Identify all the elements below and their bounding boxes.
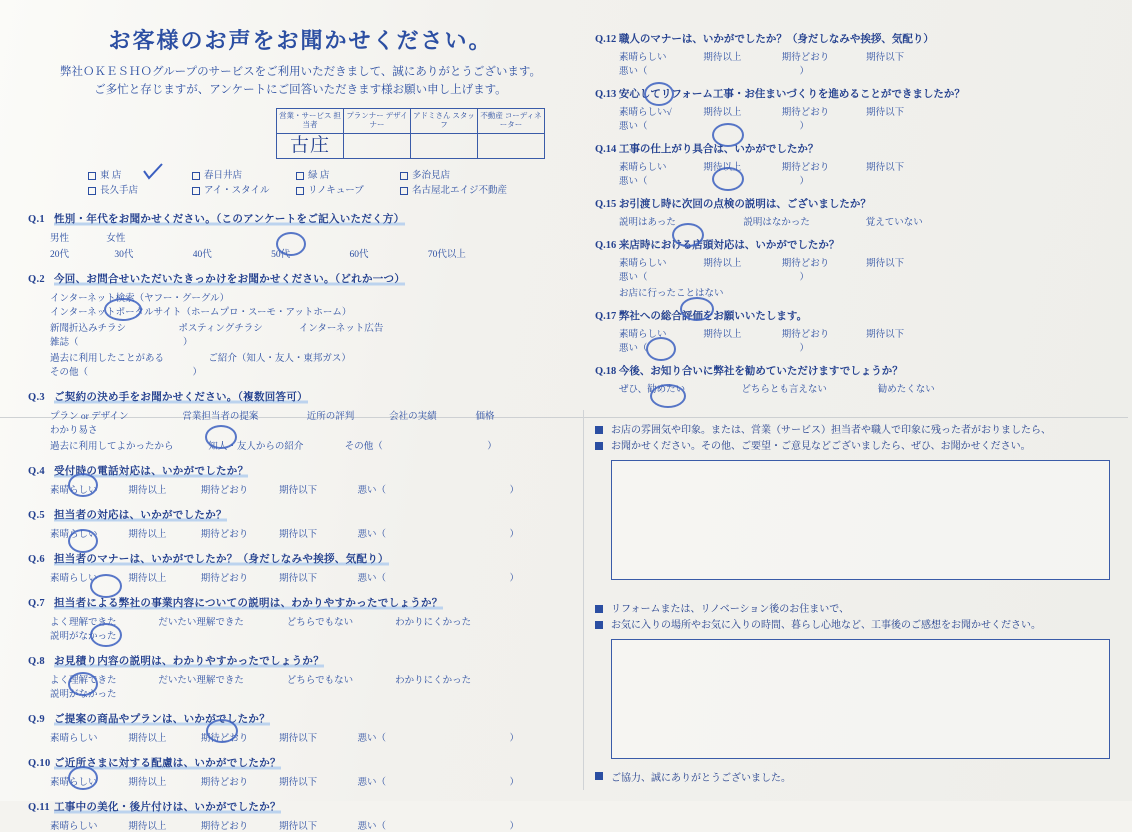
q13-opt-2[interactable]: 期待どおり: [781, 108, 830, 118]
q3-opt-3[interactable]: 会社の実績: [389, 411, 437, 422]
store-checkbox-0[interactable]: 東 店: [88, 169, 192, 185]
q6-opt-1[interactable]: 期待以上: [128, 573, 167, 584]
q15-text: お引渡し時に次回の点検の説明は、ございましたか？: [618, 199, 871, 210]
q4-opt-2[interactable]: 期待どおり: [200, 485, 249, 496]
staff-table: [276, 108, 545, 159]
right-column: [595, 22, 1110, 784]
q7-opt-0[interactable]: よく理解できた: [50, 617, 117, 628]
q7-number: Q.7: [28, 597, 45, 609]
q17-opt-3[interactable]: 期待以下: [866, 330, 905, 340]
q18-opt-2[interactable]: 勧めたくない: [877, 385, 935, 395]
q14-opt-2[interactable]: 期待どおり: [781, 163, 830, 173]
q1-opt-0[interactable]: 男性: [50, 233, 70, 244]
q10-opt-1[interactable]: 期待以上: [128, 777, 167, 788]
q2-opt-4[interactable]: インターネット広告: [298, 323, 384, 334]
q16-text: 来店時における店頭対応は、いかがでしたか？: [618, 240, 840, 251]
q18-opt-0[interactable]: ぜひ、勧めたい: [619, 385, 686, 395]
q3-number: Q.3: [28, 391, 45, 403]
q10-opt-3[interactable]: 期待以下: [279, 777, 318, 788]
q5-number: Q.5: [28, 509, 45, 521]
q6-text: 担当者のマナーは、いかがでしたか？（身だしなみや挨拶、気配り）: [54, 553, 389, 565]
q15-opt-1[interactable]: 説明はなかった: [743, 218, 810, 228]
q3-opt-0[interactable]: プラン or デザイン: [50, 411, 129, 422]
q11-opt-3[interactable]: 期待以下: [279, 821, 318, 832]
lead-text-1: 弊社ＯＫＥＳＨＯグループのサービスをご利用いただきまして、誠にありがとうございます。: [60, 66, 541, 78]
q12-opt-0[interactable]: 素晴らしい: [619, 53, 667, 63]
q1-age-4[interactable]: 60代: [349, 249, 369, 260]
q14-text: 工事の仕上がり具合は、いかがでしたか？: [618, 144, 819, 155]
lead-text-2: ご多忙と存じますが、アンケートにご回答いただきます様お願い申し上げます。: [94, 84, 507, 97]
store-checkbox-1[interactable]: 春日井店: [192, 169, 296, 185]
q6-opt-2[interactable]: 期待どおり: [200, 573, 249, 584]
comment-textarea-1[interactable]: [611, 460, 1110, 580]
q6-opt-3[interactable]: 期待以下: [279, 573, 318, 584]
q18-opt-1[interactable]: どちらとも言えない: [741, 385, 827, 395]
q13-text: 安心してリフォーム工事・お住まいづくりを進めることができましたか？: [618, 89, 965, 100]
q11-number: Q.11: [28, 801, 50, 813]
q9-opt-1[interactable]: 期待以上: [128, 733, 167, 744]
q2-opt-3[interactable]: ポスティングチラシ: [178, 323, 263, 334]
q4-number: Q.4: [28, 465, 45, 477]
q1-age-1[interactable]: 30代: [114, 249, 134, 260]
q2-opt-6[interactable]: 過去に利用したことがある: [50, 353, 165, 364]
q13-opt-0[interactable]: 素晴らしい√: [619, 108, 672, 118]
question-q12: [595, 31, 1110, 77]
staff-value-2[interactable]: [411, 133, 478, 158]
question-q4: [28, 461, 573, 496]
q2-opt-7[interactable]: ご紹介（知人・友人・東邦ガス）: [208, 353, 351, 364]
q1-number: Q.1: [28, 213, 45, 225]
comment-block-1: [595, 423, 1110, 580]
q5-opt-2[interactable]: 期待どおり: [200, 529, 249, 540]
q8-opt-4[interactable]: 説明がなかった: [50, 689, 117, 700]
question-q11: [28, 797, 573, 832]
staff-header-2: アドミさん スタッフ: [411, 108, 478, 133]
question-q16: [595, 237, 1110, 299]
q6-number: Q.6: [28, 553, 45, 565]
q1-opt-1[interactable]: 女性: [106, 233, 126, 244]
comment-label-1a: お店の雰囲気や印象。または、営業（サービス）担当者や職人で印象に残った者がおりましたら、: [595, 423, 1110, 439]
question-q3: [28, 387, 573, 452]
q8-text: お見積り内容の説明は、わかりやすかったでしょうか？: [54, 655, 324, 667]
q4-opt-4[interactable]: 悪い（ ）: [357, 485, 520, 496]
store-checkbox-7[interactable]: 名古屋北エイジ不動産: [400, 184, 562, 200]
store-checkbox-3[interactable]: 多治見店: [400, 169, 562, 185]
q3-opt-7[interactable]: 知人・友人からの紹介: [208, 441, 304, 452]
question-q1: [28, 209, 573, 260]
comment-block-2: [595, 602, 1110, 759]
q12-opt-1[interactable]: 期待以上: [703, 53, 742, 63]
q9-opt-2[interactable]: 期待どおり: [200, 733, 249, 744]
q10-text: ご近所さまに対する配慮は、いかがでしたか？: [54, 757, 281, 769]
q14-opt-3[interactable]: 期待以下: [866, 163, 905, 173]
q9-opt-4[interactable]: 悪い（ ）: [357, 733, 520, 744]
q7-opt-3[interactable]: わかりにくかった: [395, 617, 472, 628]
q2-opt-2[interactable]: 新聞折込みチラシ: [50, 323, 127, 334]
question-q18: [595, 363, 1110, 395]
question-q14: [595, 141, 1110, 187]
q6-opt-4[interactable]: 悪い（ ）: [357, 573, 520, 584]
q7-opt-2[interactable]: どちらでもない: [286, 617, 354, 628]
q13-opt-4[interactable]: 悪い（ ）: [619, 122, 810, 132]
question-q5: [28, 505, 573, 540]
q11-opt-1[interactable]: 期待以上: [128, 821, 167, 832]
q12-opt-3[interactable]: 期待以下: [866, 53, 905, 63]
q10-number: Q.10: [28, 757, 51, 769]
q3-opt-4[interactable]: 価格: [475, 411, 495, 422]
q11-opt-0[interactable]: 素晴らしい: [50, 821, 98, 832]
question-q8: [28, 651, 573, 700]
q10-opt-2[interactable]: 期待どおり: [200, 777, 249, 788]
staff-value-1[interactable]: [344, 133, 411, 158]
question-q9: [28, 709, 573, 744]
comment-textarea-2[interactable]: [611, 639, 1110, 759]
q11-opt-2[interactable]: 期待どおり: [200, 821, 249, 832]
q2-opt-1[interactable]: インターネットポータルサイト（ホームプロ・スーモ・アットホーム）: [50, 307, 352, 318]
q18-text: 今後、お知り合いに弊社を勧めていただけますでしょうか？: [618, 366, 903, 377]
q17-opt-1[interactable]: 期待以上: [703, 330, 742, 340]
q14-opt-0[interactable]: 素晴らしい: [619, 163, 667, 173]
q14-number: Q.14: [595, 144, 617, 155]
q16-opt-3[interactable]: 期待以下: [866, 259, 905, 269]
q16-opt-4[interactable]: 悪い（ ）: [619, 273, 810, 283]
staff-value-3[interactable]: [478, 133, 545, 158]
q3-opt-1[interactable]: 営業担当者の提案: [182, 411, 259, 422]
question-q6: [28, 549, 573, 584]
q2-text: 今回、お問合せいただいたきっかけをお聞かせください。（どれか一つ）: [54, 273, 406, 285]
q2-opt-5[interactable]: 雑誌（ ）: [50, 337, 193, 348]
staff-value-0[interactable]: 古庄: [277, 133, 344, 158]
q12-opt-4[interactable]: 悪い（ ）: [619, 67, 810, 77]
q8-opt-3[interactable]: わかりにくかった: [395, 675, 472, 686]
comment-label-2a: リフォームまたは、リノベーション後のお住まいで、: [595, 602, 1110, 618]
q1-age-3[interactable]: 50代: [271, 249, 291, 260]
q14-opt-1[interactable]: 期待以上: [703, 163, 742, 173]
q1-age-5[interactable]: 70代以上: [427, 249, 466, 260]
q4-opt-1[interactable]: 期待以上: [128, 485, 167, 496]
q17-number: Q.17: [595, 311, 617, 322]
q14-opt-4[interactable]: 悪い（ ）: [619, 177, 810, 187]
staff-header-0: 営業・サービス 担当者: [277, 108, 344, 133]
q18-number: Q.18: [595, 366, 617, 377]
question-q10: [28, 753, 573, 788]
q1-text: 性別・年代をお聞かせください。（このアンケートをご記入いただく方）: [54, 213, 405, 225]
store-checkbox-5[interactable]: アイ・スタイル: [192, 184, 296, 200]
q5-opt-4[interactable]: 悪い（ ）: [357, 529, 520, 540]
comment-label-1b: お聞かせください。その他、ご要望・ご意見などございましたら、ぜひ、お聞かせください。: [595, 439, 1110, 455]
question-q2: [28, 269, 573, 378]
store-checkbox-6[interactable]: リノキューブ: [296, 184, 400, 200]
q3-opt-6[interactable]: 過去に利用してよかったから: [50, 441, 174, 452]
question-q13: [595, 86, 1110, 132]
staff-header-3: 不動産 コーディネーター: [478, 108, 545, 133]
q17-opt-4[interactable]: 悪い（ ）: [619, 344, 810, 354]
q12-opt-2[interactable]: 期待どおり: [781, 53, 830, 63]
q4-text: 受付時の電話対応は、いかがでしたか？: [54, 465, 249, 477]
q15-opt-2[interactable]: 覚えていない: [865, 218, 923, 228]
question-q15: [595, 196, 1110, 228]
q17-opt-0[interactable]: 素晴らしい: [619, 330, 667, 340]
page-title: お客様のお声をお聞かせください。: [108, 28, 493, 53]
q11-opt-4[interactable]: 悪い（ ）: [357, 821, 520, 832]
q16-opt-1[interactable]: 期待以上: [703, 259, 742, 269]
q12-number: Q.12: [595, 34, 617, 45]
q7-text: 担当者による弊社の事業内容についての説明は、わかりやすかったでしょうか？: [54, 597, 443, 609]
q8-number: Q.8: [28, 655, 45, 667]
q17-opt-2[interactable]: 期待どおり: [781, 330, 830, 340]
q16-opt-2[interactable]: 期待どおり: [781, 259, 830, 269]
q13-number: Q.13: [595, 89, 617, 100]
q17-text: 弊社への総合評価をお願いいたします。: [618, 311, 808, 322]
q12-text: 職人のマナーは、いかがでしたか？（身だしなみや挨拶、気配り）: [618, 34, 934, 45]
store-checkbox-4[interactable]: 長久手店: [88, 184, 192, 200]
q2-opt-8[interactable]: その他（ ）: [50, 367, 203, 378]
q15-opt-0[interactable]: 説明はあった: [619, 218, 676, 228]
q15-number: Q.15: [595, 199, 617, 210]
q2-number: Q.2: [28, 273, 45, 285]
q6-opt-0[interactable]: 素晴らしい: [50, 573, 98, 584]
q5-opt-3[interactable]: 期待以下: [279, 529, 318, 540]
q1-age-2[interactable]: 40代: [192, 249, 212, 260]
q9-opt-3[interactable]: 期待以下: [279, 733, 318, 744]
q8-opt-1[interactable]: だいたい理解できた: [158, 675, 244, 686]
question-q7: [28, 593, 573, 642]
staff-header-1: プランナー デザイナー: [344, 108, 411, 133]
thanks-text: ご協力、誠にありがとうございました。: [595, 769, 1110, 784]
q5-text: 担当者の対応は、いかがでしたか？: [54, 509, 227, 521]
q9-opt-0[interactable]: 素晴らしい: [50, 733, 98, 744]
q16-opt-5[interactable]: お店に行ったことはない: [619, 289, 724, 299]
q4-opt-0[interactable]: 素晴らしい: [50, 485, 98, 496]
q3-opt-8[interactable]: その他（ ）: [344, 441, 497, 452]
q8-opt-0[interactable]: よく理解できた: [50, 675, 117, 686]
q11-text: 工事中の美化・後片付けは、いかがでしたか？: [54, 801, 281, 813]
q7-opt-4[interactable]: 説明がなかった: [50, 631, 117, 642]
q3-opt-2[interactable]: 近所の評判: [306, 411, 355, 422]
q5-opt-1[interactable]: 期待以上: [128, 529, 167, 540]
q10-opt-4[interactable]: 悪い（ ）: [357, 777, 520, 788]
q10-opt-0[interactable]: 素晴らしい: [50, 777, 98, 788]
q8-opt-2[interactable]: どちらでもない: [286, 675, 354, 686]
ink-check-icon: [142, 163, 164, 181]
q1-age-0[interactable]: 20代: [50, 249, 70, 260]
left-column: [28, 14, 573, 832]
q3-opt-5[interactable]: わかり易さ: [50, 425, 98, 436]
q16-number: Q.16: [595, 240, 617, 251]
q13-opt-1[interactable]: 期待以上: [703, 108, 742, 118]
q4-opt-3[interactable]: 期待以下: [279, 485, 318, 496]
store-checkbox-2[interactable]: 緑 店: [296, 169, 400, 185]
q13-opt-3[interactable]: 期待以下: [866, 108, 905, 118]
q9-number: Q.9: [28, 713, 45, 725]
q3-text: ご契約の決め手をお聞かせください。（複数回答可）: [54, 391, 308, 403]
question-q17: [595, 308, 1110, 354]
divider-vertical: [583, 410, 584, 790]
q2-opt-0[interactable]: インターネット検索（ヤフー・グーグル）: [50, 293, 230, 304]
comment-label-2b: お気に入りの場所やお気に入りの時間、暮らし心地など、工事後のご感想をお聞かせください。: [595, 618, 1110, 634]
q9-text: ご提案の商品やプランは、いかがでしたか？: [54, 713, 270, 725]
q7-opt-1[interactable]: だいたい理解できた: [158, 617, 244, 628]
q16-opt-0[interactable]: 素晴らしい: [619, 259, 667, 269]
q5-opt-0[interactable]: 素晴らしい: [50, 529, 98, 540]
